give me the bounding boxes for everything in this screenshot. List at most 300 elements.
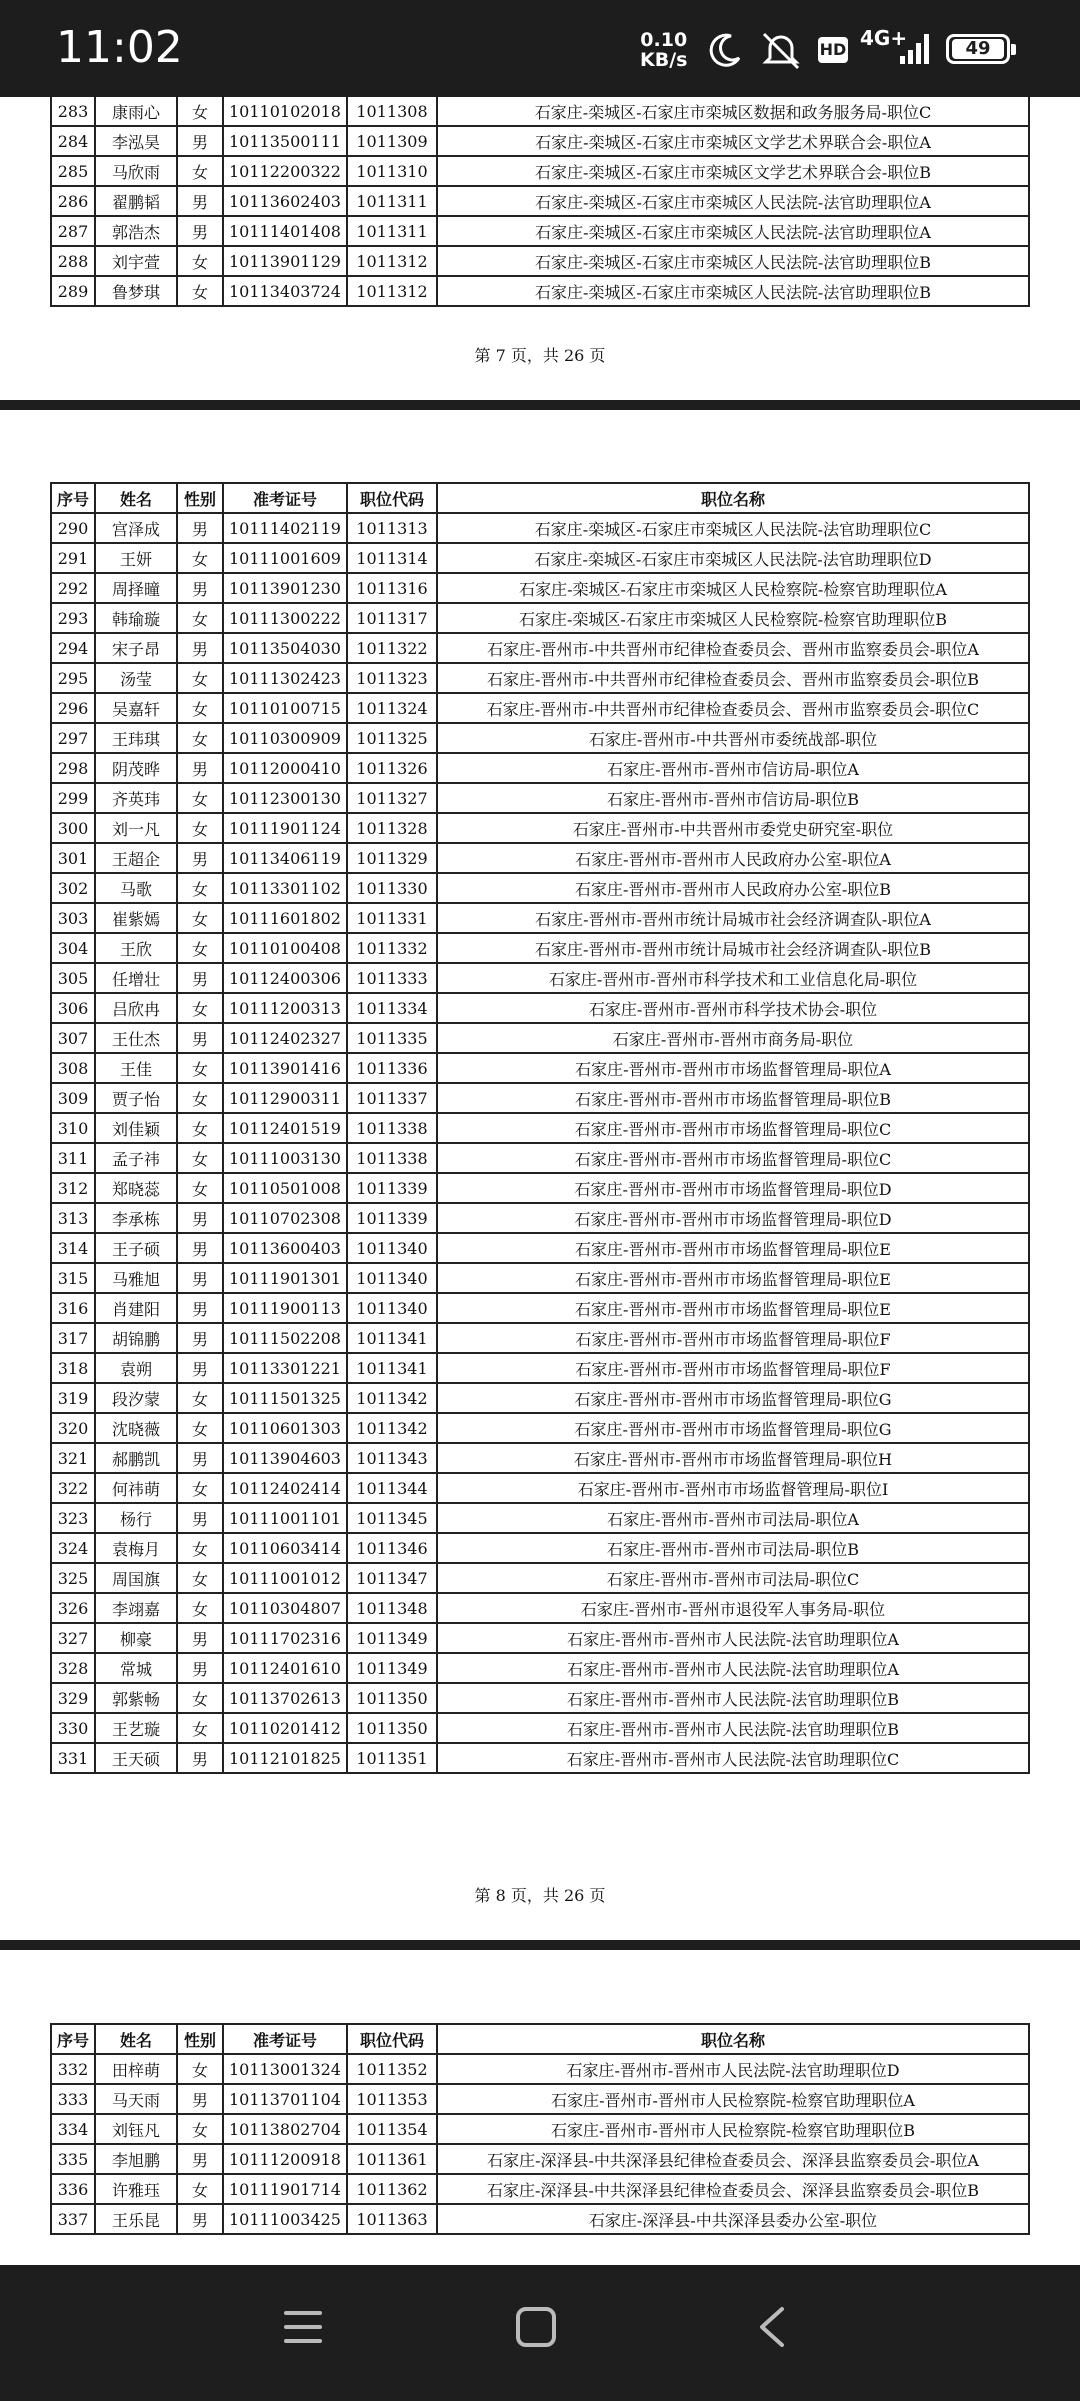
table-cell: 女 [177, 663, 223, 693]
table-cell: 石家庄-晋州市-晋州市司法局-职位C [437, 1563, 1029, 1593]
table-cell: 1011338 [347, 1113, 437, 1143]
table-cell: 女 [177, 873, 223, 903]
table-cell: 石家庄-晋州市-中共晋州市纪律检查委员会、晋州市监察委员会-职位C [437, 693, 1029, 723]
table-cell: 1011348 [347, 1593, 437, 1623]
table-cell: 鲁梦琪 [95, 276, 177, 306]
table-cell: 1011323 [347, 663, 437, 693]
table-cell: 285 [51, 156, 95, 186]
table-cell: 石家庄-晋州市-晋州市市场监督管理局-职位G [437, 1383, 1029, 1413]
table-row [51, 2054, 1029, 2084]
column-header: 序号 [51, 2024, 95, 2054]
table-cell: 刘宇萱 [95, 246, 177, 276]
table-cell: 袁朔 [95, 1353, 177, 1383]
table-cell: 吕欣冉 [95, 993, 177, 1023]
table-cell: 320 [51, 1413, 95, 1443]
recent-apps-menu-icon[interactable] [282, 2307, 324, 2347]
table-cell: 女 [177, 276, 223, 306]
table-cell: 王佳 [95, 1053, 177, 1083]
back-icon[interactable] [754, 2305, 790, 2349]
table-cell: 袁梅月 [95, 1533, 177, 1563]
table-cell: 10112300130 [223, 783, 347, 813]
table-row [51, 1623, 1029, 1653]
table-cell: 周择曈 [95, 573, 177, 603]
table-cell: 10111901124 [223, 813, 347, 843]
table-cell: 331 [51, 1743, 95, 1773]
table-cell: 334 [51, 2114, 95, 2144]
table-cell: 胡锦鹏 [95, 1323, 177, 1353]
table-row [51, 97, 1029, 126]
table-cell: 郑晓蕊 [95, 1173, 177, 1203]
table-cell: 翟鹏韬 [95, 186, 177, 216]
table-cell: 10113500111 [223, 126, 347, 156]
table-cell: 10111900113 [223, 1293, 347, 1323]
table-cell: 马歌 [95, 873, 177, 903]
table-cell: 1011312 [347, 276, 437, 306]
table-row [51, 1023, 1029, 1053]
table-row [51, 1593, 1029, 1623]
table-cell: 286 [51, 186, 95, 216]
column-header: 序号 [51, 483, 95, 513]
table-cell: 1011352 [347, 2054, 437, 2084]
page-footer-8: 第 8 页，共 26 页 [474, 1886, 606, 1905]
table-cell: 10113904603 [223, 1443, 347, 1473]
table-cell: 女 [177, 1173, 223, 1203]
table-cell: 男 [177, 2204, 223, 2234]
battery-level: 49 [952, 39, 1004, 59]
table-cell: 常城 [95, 1653, 177, 1683]
table-cell: 298 [51, 753, 95, 783]
clock: 11:02 [56, 22, 183, 73]
table-row [51, 216, 1029, 246]
table-cell: 1011336 [347, 1053, 437, 1083]
table-cell: 石家庄-晋州市-晋州市人民政府办公室-职位A [437, 843, 1029, 873]
table-cell: 女 [177, 156, 223, 186]
table-cell: 女 [177, 1113, 223, 1143]
column-header: 准考证号 [223, 483, 347, 513]
table-cell: 女 [177, 1533, 223, 1563]
table-cell: 男 [177, 1353, 223, 1383]
table-cell: 1011354 [347, 2114, 437, 2144]
table-row [51, 603, 1029, 633]
table-cell: 1011325 [347, 723, 437, 753]
table-cell: 石家庄-晋州市-中共晋州市委党史研究室-职位 [437, 813, 1029, 843]
network-type: 4G+ [860, 26, 908, 50]
table-cell: 石家庄-晋州市-晋州市市场监督管理局-职位D [437, 1173, 1029, 1203]
table-cell: 石家庄-晋州市-晋州市市场监督管理局-职位B [437, 1083, 1029, 1113]
table-cell: 马雅旭 [95, 1263, 177, 1293]
table-cell: 宋子昂 [95, 633, 177, 663]
table-cell: 男 [177, 1263, 223, 1293]
table-cell: 309 [51, 1083, 95, 1113]
table-row [51, 1563, 1029, 1593]
table-cell: 石家庄-晋州市-晋州市司法局-职位A [437, 1503, 1029, 1533]
table-cell: 柳豪 [95, 1623, 177, 1653]
table-cell: 吴嘉轩 [95, 693, 177, 723]
table-cell: 305 [51, 963, 95, 993]
column-header: 职位代码 [347, 483, 437, 513]
table-row [51, 903, 1029, 933]
table-row [51, 543, 1029, 573]
table-cell: 311 [51, 1143, 95, 1173]
table-cell: 男 [177, 1323, 223, 1353]
network-speed [640, 30, 687, 70]
table-cell: 女 [177, 783, 223, 813]
table-row [51, 1293, 1029, 1323]
table-cell: 男 [177, 1623, 223, 1653]
table-cell: 石家庄-晋州市-晋州市人民法院-法官助理职位C [437, 1743, 1029, 1773]
table-cell: 崔紫嫣 [95, 903, 177, 933]
table-row [51, 993, 1029, 1023]
table-cell: 10112402414 [223, 1473, 347, 1503]
table-row [51, 693, 1029, 723]
table-row [51, 1713, 1029, 1743]
table-cell: 男 [177, 2144, 223, 2174]
table-cell: 1011362 [347, 2174, 437, 2204]
table-cell: 10111200918 [223, 2144, 347, 2174]
table-row [51, 873, 1029, 903]
table-cell: 石家庄-晋州市-晋州市司法局-职位B [437, 1533, 1029, 1563]
table-cell: 男 [177, 186, 223, 216]
table-cell: 287 [51, 216, 95, 246]
table-cell: 1011333 [347, 963, 437, 993]
table-cell: 石家庄-晋州市-晋州市人民法院-法官助理职位D [437, 2054, 1029, 2084]
table-cell: 283 [51, 97, 95, 126]
page-separator [0, 400, 1080, 410]
table-cell: 石家庄-栾城区-石家庄市栾城区文学艺术界联合会-职位A [437, 126, 1029, 156]
table-cell: 1011326 [347, 753, 437, 783]
column-header: 姓名 [95, 2024, 177, 2054]
table-cell: 石家庄-栾城区-石家庄市栾城区人民法院-法官助理职位B [437, 276, 1029, 306]
table-cell: 石家庄-晋州市-晋州市人民法院-法官助理职位A [437, 1653, 1029, 1683]
table-cell: 王妍 [95, 543, 177, 573]
page-separator [0, 1940, 1080, 1950]
table-cell: 石家庄-晋州市-晋州市市场监督管理局-职位C [437, 1113, 1029, 1143]
table-cell: 297 [51, 723, 95, 753]
table-cell: 316 [51, 1293, 95, 1323]
table-row [51, 663, 1029, 693]
table-cell: 杨行 [95, 1503, 177, 1533]
table-cell: 石家庄-栾城区-石家庄市栾城区数据和政务服务局-职位C [437, 97, 1029, 126]
table-row [51, 276, 1029, 306]
table-cell: 1011361 [347, 2144, 437, 2174]
table-cell: 石家庄-晋州市-晋州市科学技术协会-职位 [437, 993, 1029, 1023]
table-cell: 石家庄-晋州市-晋州市人民法院-法官助理职位A [437, 1623, 1029, 1653]
table-cell: 1011338 [347, 1143, 437, 1173]
table-cell: 石家庄-晋州市-中共晋州市委统战部-职位 [437, 723, 1029, 753]
table-cell: 石家庄-晋州市-晋州市市场监督管理局-职位F [437, 1323, 1029, 1353]
table-cell: 沈晓薇 [95, 1413, 177, 1443]
table-cell: 石家庄-栾城区-石家庄市栾城区人民法院-法官助理职位A [437, 216, 1029, 246]
do-not-disturb-moon-icon [705, 30, 745, 70]
table-cell: 石家庄-晋州市-晋州市市场监督管理局-职位G [437, 1413, 1029, 1443]
table-cell: 男 [177, 573, 223, 603]
table-cell: 10113504030 [223, 633, 347, 663]
document-viewer[interactable] [0, 97, 1080, 2265]
column-header: 准考证号 [223, 2024, 347, 2054]
table-row [51, 1743, 1029, 1773]
home-icon[interactable] [514, 2305, 558, 2349]
table-cell: 310 [51, 1113, 95, 1143]
table-cell: 男 [177, 633, 223, 663]
table-cell: 郝鹏凯 [95, 1443, 177, 1473]
table-cell: 刘钰凡 [95, 2114, 177, 2144]
table-cell: 石家庄-晋州市-中共晋州市纪律检查委员会、晋州市监察委员会-职位B [437, 663, 1029, 693]
table-cell: 1011327 [347, 783, 437, 813]
table-cell: 石家庄-栾城区-石家庄市栾城区文学艺术界联合会-职位B [437, 156, 1029, 186]
table-cell: 石家庄-晋州市-晋州市市场监督管理局-职位F [437, 1353, 1029, 1383]
table-cell: 齐英玮 [95, 783, 177, 813]
table-cell: 任增壮 [95, 963, 177, 993]
table-cell: 291 [51, 543, 95, 573]
table-row [51, 753, 1029, 783]
table-cell: 10111501325 [223, 1383, 347, 1413]
table-cell: 石家庄-栾城区-石家庄市栾城区人民法院-法官助理职位A [437, 186, 1029, 216]
table-cell: 1011309 [347, 126, 437, 156]
table-cell: 1011349 [347, 1653, 437, 1683]
table-cell: 石家庄-深泽县-中共深泽县纪律检查委员会、深泽县监察委员会-职位A [437, 2144, 1029, 2174]
table-cell: 10111901714 [223, 2174, 347, 2204]
table-cell: 男 [177, 1653, 223, 1683]
table-cell: 王天硕 [95, 1743, 177, 1773]
table-cell: 288 [51, 246, 95, 276]
table-cell: 292 [51, 573, 95, 603]
table-row [51, 1233, 1029, 1263]
table-cell: 石家庄-晋州市-晋州市市场监督管理局-职位I [437, 1473, 1029, 1503]
table-row [51, 1503, 1029, 1533]
table-cell: 女 [177, 723, 223, 753]
table-cell: 1011341 [347, 1323, 437, 1353]
table-row [51, 633, 1029, 663]
table-cell: 324 [51, 1533, 95, 1563]
table-row [51, 1263, 1029, 1293]
table-cell: 石家庄-栾城区-石家庄市栾城区人民检察院-检察官助理职位A [437, 573, 1029, 603]
table-row [51, 126, 1029, 156]
table-cell: 宫泽成 [95, 513, 177, 543]
table-cell: 1011342 [347, 1383, 437, 1413]
table-cell: 10112200322 [223, 156, 347, 186]
table-cell: 10113602403 [223, 186, 347, 216]
table-cell: 1011337 [347, 1083, 437, 1113]
table-cell: 315 [51, 1263, 95, 1293]
table-cell: 10110702308 [223, 1203, 347, 1233]
table-cell: 石家庄-晋州市-晋州市人民检察院-检察官助理职位B [437, 2114, 1029, 2144]
table-cell: 石家庄-栾城区-石家庄市栾城区人民法院-法官助理职位D [437, 543, 1029, 573]
table-cell: 10111901301 [223, 1263, 347, 1293]
table-cell: 10110304807 [223, 1593, 347, 1623]
page-footer-7: 第 7 页，共 26 页 [474, 346, 606, 365]
table-cell: 10110501008 [223, 1173, 347, 1203]
table-cell: 10112401610 [223, 1653, 347, 1683]
table-cell: 段汐蒙 [95, 1383, 177, 1413]
table-cell: 328 [51, 1653, 95, 1683]
table-cell: 石家庄-栾城区-石家庄市栾城区人民法院-法官助理职位C [437, 513, 1029, 543]
table-cell: 石家庄-晋州市-晋州市市场监督管理局-职位E [437, 1293, 1029, 1323]
table-cell: 1011330 [347, 873, 437, 903]
table-cell: 石家庄-深泽县-中共深泽县纪律检查委员会、深泽县监察委员会-职位B [437, 2174, 1029, 2204]
table-row [51, 1353, 1029, 1383]
table-cell: 10113301102 [223, 873, 347, 903]
table-cell: 女 [177, 903, 223, 933]
hd-voice-icon: HD [818, 37, 848, 63]
table-cell: 10113600403 [223, 1233, 347, 1263]
table-row [51, 1413, 1029, 1443]
table-cell: 王乐昆 [95, 2204, 177, 2234]
table-cell: 10111200313 [223, 993, 347, 1023]
table-cell: 10112900311 [223, 1083, 347, 1113]
table-cell: 10113701104 [223, 2084, 347, 2114]
table-cell: 女 [177, 246, 223, 276]
results-table-page-7 [50, 97, 1030, 307]
table-cell: 1011310 [347, 156, 437, 186]
table-cell: 1011347 [347, 1563, 437, 1593]
table-cell: 1011350 [347, 1713, 437, 1743]
table-cell: 王玮琪 [95, 723, 177, 753]
table-cell: 295 [51, 663, 95, 693]
table-cell: 石家庄-晋州市-晋州市市场监督管理局-职位D [437, 1203, 1029, 1233]
table-cell: 女 [177, 1593, 223, 1623]
table-cell: 李泓昊 [95, 126, 177, 156]
table-cell: 女 [177, 2054, 223, 2084]
table-row [51, 933, 1029, 963]
column-header: 姓名 [95, 483, 177, 513]
table-cell: 石家庄-晋州市-晋州市退役军人事务局-职位 [437, 1593, 1029, 1623]
table-cell: 郭紫畅 [95, 1683, 177, 1713]
table-cell: 10113901416 [223, 1053, 347, 1083]
table-cell: 1011308 [347, 97, 437, 126]
table-cell: 何祎萌 [95, 1473, 177, 1503]
table-cell: 男 [177, 753, 223, 783]
table-cell: 306 [51, 993, 95, 1023]
table-cell: 10110201412 [223, 1713, 347, 1743]
table-cell: 石家庄-晋州市-晋州市科学技术和工业信息化局-职位 [437, 963, 1029, 993]
table-cell: 男 [177, 1293, 223, 1323]
table-cell: 女 [177, 813, 223, 843]
table-cell: 318 [51, 1353, 95, 1383]
net-speed-value: 0.10 [640, 29, 688, 51]
muted-bell-icon [758, 30, 804, 70]
table-cell: 1011322 [347, 633, 437, 663]
table-cell: 李旭鹏 [95, 2144, 177, 2174]
table-cell: 男 [177, 2084, 223, 2114]
table-cell: 1011349 [347, 1623, 437, 1653]
column-header: 职位代码 [347, 2024, 437, 2054]
table-row [51, 186, 1029, 216]
table-cell: 1011340 [347, 1233, 437, 1263]
table-row [51, 1473, 1029, 1503]
table-cell: 王仕杰 [95, 1023, 177, 1053]
table-cell: 男 [177, 1023, 223, 1053]
table-cell: 1011324 [347, 693, 437, 723]
table-cell: 333 [51, 2084, 95, 2114]
table-cell: 319 [51, 1383, 95, 1413]
table-cell: 李翊嘉 [95, 1593, 177, 1623]
table-row [51, 813, 1029, 843]
table-cell: 石家庄-晋州市-晋州市市场监督管理局-职位A [437, 1053, 1029, 1083]
table-cell: 女 [177, 1683, 223, 1713]
table-cell: 313 [51, 1203, 95, 1233]
table-row [51, 1443, 1029, 1473]
table-cell: 10110100408 [223, 933, 347, 963]
table-cell: 322 [51, 1473, 95, 1503]
column-header: 性别 [177, 483, 223, 513]
table-cell: 308 [51, 1053, 95, 1083]
table-cell: 1011346 [347, 1533, 437, 1563]
table-cell: 男 [177, 216, 223, 246]
table-cell: 10112101825 [223, 1743, 347, 1773]
table-cell: 石家庄-晋州市-晋州市人民政府办公室-职位B [437, 873, 1029, 903]
table-cell: 1011331 [347, 903, 437, 933]
table-cell: 10110102018 [223, 97, 347, 126]
table-cell: 石家庄-栾城区-石家庄市栾城区人民法院-法官助理职位B [437, 246, 1029, 276]
table-cell: 329 [51, 1683, 95, 1713]
table-cell: 10112400306 [223, 963, 347, 993]
table-row [51, 1653, 1029, 1683]
table-cell: 301 [51, 843, 95, 873]
table-cell: 1011345 [347, 1503, 437, 1533]
table-cell: 男 [177, 1503, 223, 1533]
table-cell: 女 [177, 1383, 223, 1413]
table-cell: 王子硕 [95, 1233, 177, 1263]
table-cell: 石家庄-晋州市-晋州市人民法院-法官助理职位B [437, 1713, 1029, 1743]
signal-strength-icon [898, 28, 934, 68]
table-cell: 1011311 [347, 216, 437, 246]
table-cell: 290 [51, 513, 95, 543]
table-cell: 1011343 [347, 1443, 437, 1473]
table-cell: 马欣雨 [95, 156, 177, 186]
table-cell: 314 [51, 1233, 95, 1263]
table-cell: 周国旗 [95, 1563, 177, 1593]
net-speed-unit: KB/s [640, 49, 688, 71]
table-row [51, 1173, 1029, 1203]
table-cell: 1011335 [347, 1023, 437, 1053]
table-cell: 10110601303 [223, 1413, 347, 1443]
table-cell: 330 [51, 1713, 95, 1743]
table-cell: 10110300909 [223, 723, 347, 753]
table-cell: 336 [51, 2174, 95, 2204]
table-cell: 石家庄-栾城区-石家庄市栾城区人民检察院-检察官助理职位B [437, 603, 1029, 633]
table-cell: 327 [51, 1623, 95, 1653]
table-cell: 332 [51, 2054, 95, 2084]
table-cell: 郭浩杰 [95, 216, 177, 246]
table-cell: 女 [177, 993, 223, 1023]
table-cell: 肖建阳 [95, 1293, 177, 1323]
table-cell: 10111003425 [223, 2204, 347, 2234]
table-row [51, 1683, 1029, 1713]
table-cell: 贾子怡 [95, 1083, 177, 1113]
table-row [51, 843, 1029, 873]
table-cell: 294 [51, 633, 95, 663]
table-cell: 石家庄-晋州市-晋州市信访局-职位A [437, 753, 1029, 783]
table-cell: 10111601802 [223, 903, 347, 933]
table-cell: 10111001609 [223, 543, 347, 573]
table-cell: 1011363 [347, 2204, 437, 2234]
table-cell: 石家庄-晋州市-晋州市市场监督管理局-职位C [437, 1143, 1029, 1173]
results-table-page-9 [50, 2023, 1030, 2235]
table-cell: 男 [177, 1203, 223, 1233]
table-row [51, 156, 1029, 186]
table-row [51, 1113, 1029, 1143]
table-cell: 1011340 [347, 1293, 437, 1323]
table-cell: 女 [177, 2114, 223, 2144]
table-cell: 1011311 [347, 186, 437, 216]
table-cell: 1011313 [347, 513, 437, 543]
table-cell: 1011334 [347, 993, 437, 1023]
table-cell: 刘佳颖 [95, 1113, 177, 1143]
table-cell: 男 [177, 513, 223, 543]
table-cell: 石家庄-晋州市-晋州市商务局-职位 [437, 1023, 1029, 1053]
table-cell: 10113403724 [223, 276, 347, 306]
table-cell: 阴茂晔 [95, 753, 177, 783]
